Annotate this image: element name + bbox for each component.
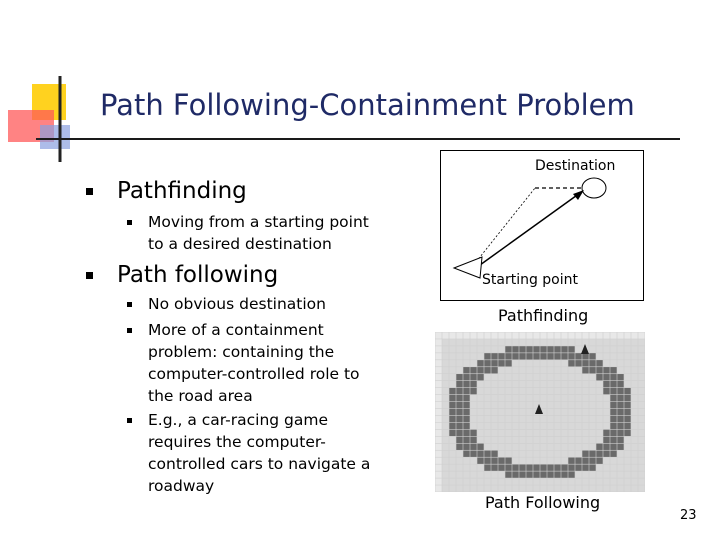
sub-bullet-text: More of a containment problem: containing the computer-controlled role to the road area <box>148 321 360 405</box>
pathfinding-caption: Pathfinding <box>498 306 589 325</box>
sub-bullet-text: Moving from a starting point to a desired destination <box>148 213 369 253</box>
bullet-marker <box>86 188 93 195</box>
slide-title: Path Following-Containment Problem <box>100 88 635 122</box>
path-following-grid <box>435 332 645 492</box>
sub-bullet-marker <box>127 302 132 307</box>
page-number: 23 <box>680 508 697 523</box>
title-divider <box>40 138 680 140</box>
path-following-caption: Path Following <box>485 493 601 512</box>
sub-bullet-marker <box>127 418 132 423</box>
bullet-pathfinding: Pathfinding <box>117 178 247 204</box>
sub-bullet-marker <box>127 328 132 333</box>
title-decoration <box>0 70 110 170</box>
starting-point-label: Starting point <box>482 272 579 288</box>
bullet-marker <box>86 272 93 279</box>
sub-bullet-marker <box>127 220 132 225</box>
bullet-path-following: Path following <box>117 262 279 288</box>
sub-bullet-text: E.g., a car-racing game requires the computer-controlled cars to navigate a roadway <box>148 411 371 495</box>
sub-bullet-text: No obvious destination <box>148 295 326 313</box>
destination-label: Destination <box>535 158 616 174</box>
destination-circle <box>582 178 606 198</box>
